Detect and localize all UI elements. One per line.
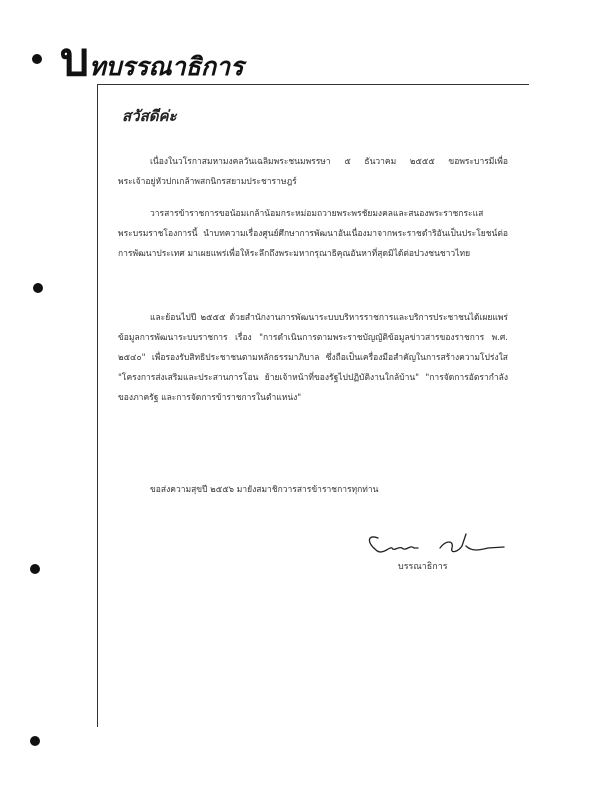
greeting: สวัสดีค่ะ	[122, 107, 177, 125]
punch-hole	[30, 564, 40, 574]
punch-hole	[33, 283, 43, 293]
paragraph: เนื่องในวโรกาสมหามงคลวันเฉลิมพระชนมพรรษา ๕ ธันวาคม ๒๕๕๕ ขอพระบารมีเพื่อพระเจ้าอยู่หัวปกเกล้าพสกนิกรสยามประชาราษฎร์	[118, 157, 508, 187]
title-initial: บ	[60, 32, 90, 86]
punch-hole	[30, 736, 40, 746]
paragraph: วารสารข้าราชการขอน้อมเกล้าน้อมกระหม่อมถวายพระพรชัยมงคลและสนองพระราชกระแสพระบรมราชโองการนี้ นำบทความเรื่องศูนย์ศึกษาการพัฒนาอันเนื่องมาจากพระราชดำริอันเป็นประโยชน์ต่อการพัฒนาประเทศ มาเผยแพร่เพื่อให้ระลึกถึงพระมหากรุณาธิคุณอันหาที่สุดมิได้ต่อปวงชนชาวไทย	[118, 209, 508, 259]
frame-left-rule	[97, 84, 98, 727]
signature-title: บรรณาธิการ	[398, 562, 448, 572]
paragraph: และย้อนไปปี ๒๕๕๕ ด้วยสำนักงานการพัฒนาระบบบริหารราชการและบริการประชาชนได้เผยแพร่ข้อมูลการพัฒนาระบบราชการ เรื่อง "การดำเนินการตามพระราชบัญญัติข้อมูลข่าวสารของราชการ พ.ศ. ๒๕๔๐" เพื่อรองรับสิทธิประชาชนตามหลักธรรมาภิบาล ซึ่งถือเป็นเครื่องมือสำคัญในการสร้างความโปร่งใส "โครงการส่งเสริมและประสานการโอน ย้ายเจ้าหน้าที่ของรัฐไปปฏิบัติงานใกล้บ้าน" "การจัดการอัตรากำลังของภาครัฐ และการจัดการข้าราชการในตำแหน่ง"	[118, 313, 508, 403]
page-title	[60, 32, 244, 90]
punch-hole	[32, 54, 42, 64]
title-rest: ทบรรณาธิการ	[89, 52, 244, 81]
frame-top-rule	[97, 84, 529, 85]
paragraph: ขอส่งความสุขปี ๒๕๕๖ มายังสมาชิกวารสารข้าราชการทุกท่าน	[150, 485, 379, 495]
